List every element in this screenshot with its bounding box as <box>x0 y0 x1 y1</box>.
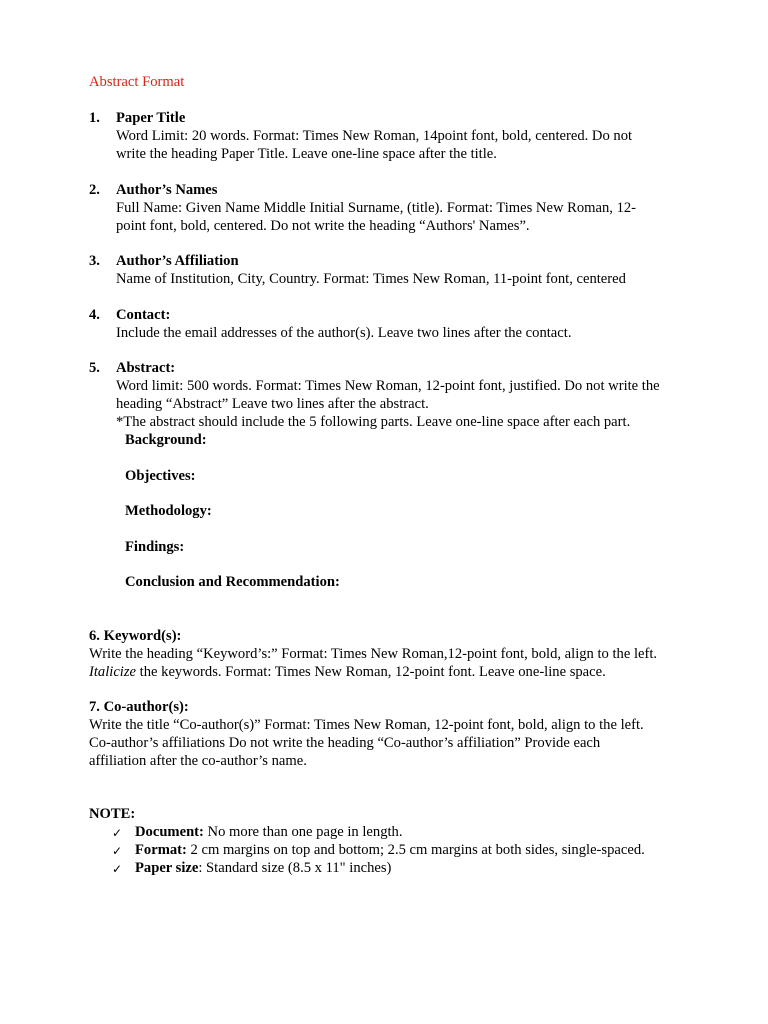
section-5-heading: Abstract: <box>116 360 176 376</box>
italicize-word: Italicize <box>89 664 137 680</box>
section-2-line-2: point font, bold, centered. Do not write the heading “Authors' Names”. <box>116 218 530 234</box>
abstract-part-findings: Findings: <box>125 539 185 555</box>
note-item-text: : Standard size (8.5 x 11" inches) <box>198 860 392 876</box>
note-item-label: Format: <box>135 842 187 858</box>
note-item-document <box>135 823 403 841</box>
keywords-heading: 6. Keyword(s): <box>89 628 182 644</box>
abstract-part-conclusion: Conclusion and Recommendation: <box>125 574 340 590</box>
coauthors-line-3: affiliation after the co-author’s name. <box>89 753 307 769</box>
section-5-line-1: Word limit: 500 words. Format: Times New Roman, 12-point font, justified. Do not write the <box>116 378 660 394</box>
note-heading: NOTE: <box>89 806 136 822</box>
coauthors-line-1: Write the title “Co-author(s)” Format: Times New Roman, 12-point font, bold, align to the left. <box>89 717 644 733</box>
coauthors-heading: 7. Co-author(s): <box>89 699 189 715</box>
abstract-part-methodology: Methodology: <box>125 503 212 519</box>
section-1-line-2: write the heading Paper Title. Leave one-line space after the title. <box>116 146 497 162</box>
document-title: Abstract Format <box>89 74 185 90</box>
section-4-heading: Contact: <box>116 307 171 323</box>
section-1-number: 1. <box>89 110 100 126</box>
section-2-heading: Author’s Names <box>116 182 218 198</box>
note-item-paper-size <box>135 859 391 877</box>
section-2-line-1: Full Name: Given Name Middle Initial Surname, (title). Format: Times New Roman, 12- <box>116 200 637 216</box>
coauthors-line-2: Co-author’s affiliations Do not write the heading “Co-author’s affiliation” Provide each <box>89 735 601 751</box>
keywords-line-2 <box>89 663 606 681</box>
section-5-line-2: heading “Abstract” Leave two lines after the abstract. <box>116 396 429 412</box>
keywords-line-2-rest: the keywords. Format: Times New Roman, 12-point font. Leave one-line space. <box>136 664 606 680</box>
keywords-line-1: Write the heading “Keyword’s:” Format: Times New Roman,12-point font, bold, align to the left. <box>89 646 658 662</box>
checkmark-icon: ✓ <box>112 844 123 858</box>
abstract-part-objectives: Objectives: <box>125 468 196 484</box>
section-1-line-1: Word Limit: 20 words. Format: Times New Roman, 14point font, bold, centered. Do not <box>116 128 633 144</box>
note-item-label: Paper size <box>135 860 199 876</box>
section-3-heading: Author’s Affiliation <box>116 253 239 269</box>
note-item-text: 2 cm margins on top and bottom; 2.5 cm margins at both sides, single-spaced. <box>186 842 645 858</box>
section-3-number: 3. <box>89 253 100 269</box>
section-4-line-1: Include the email addresses of the author(s). Leave two lines after the contact. <box>116 325 572 341</box>
section-5-number: 5. <box>89 360 100 376</box>
section-5-line-3: *The abstract should include the 5 following parts. Leave one-line space after each part. <box>116 414 631 430</box>
checkmark-icon: ✓ <box>112 862 123 876</box>
section-1-heading: Paper Title <box>116 110 186 126</box>
section-3-line-1: Name of Institution, City, Country. Format: Times New Roman, 11-point font, centered <box>116 271 626 287</box>
section-4-number: 4. <box>89 307 100 323</box>
note-item-format <box>135 841 645 859</box>
section-2-number: 2. <box>89 182 100 198</box>
note-item-text: No more than one page in length. <box>203 824 403 840</box>
note-item-label: Document: <box>135 824 204 840</box>
abstract-part-background: Background: <box>125 432 207 448</box>
checkmark-icon: ✓ <box>112 826 123 840</box>
